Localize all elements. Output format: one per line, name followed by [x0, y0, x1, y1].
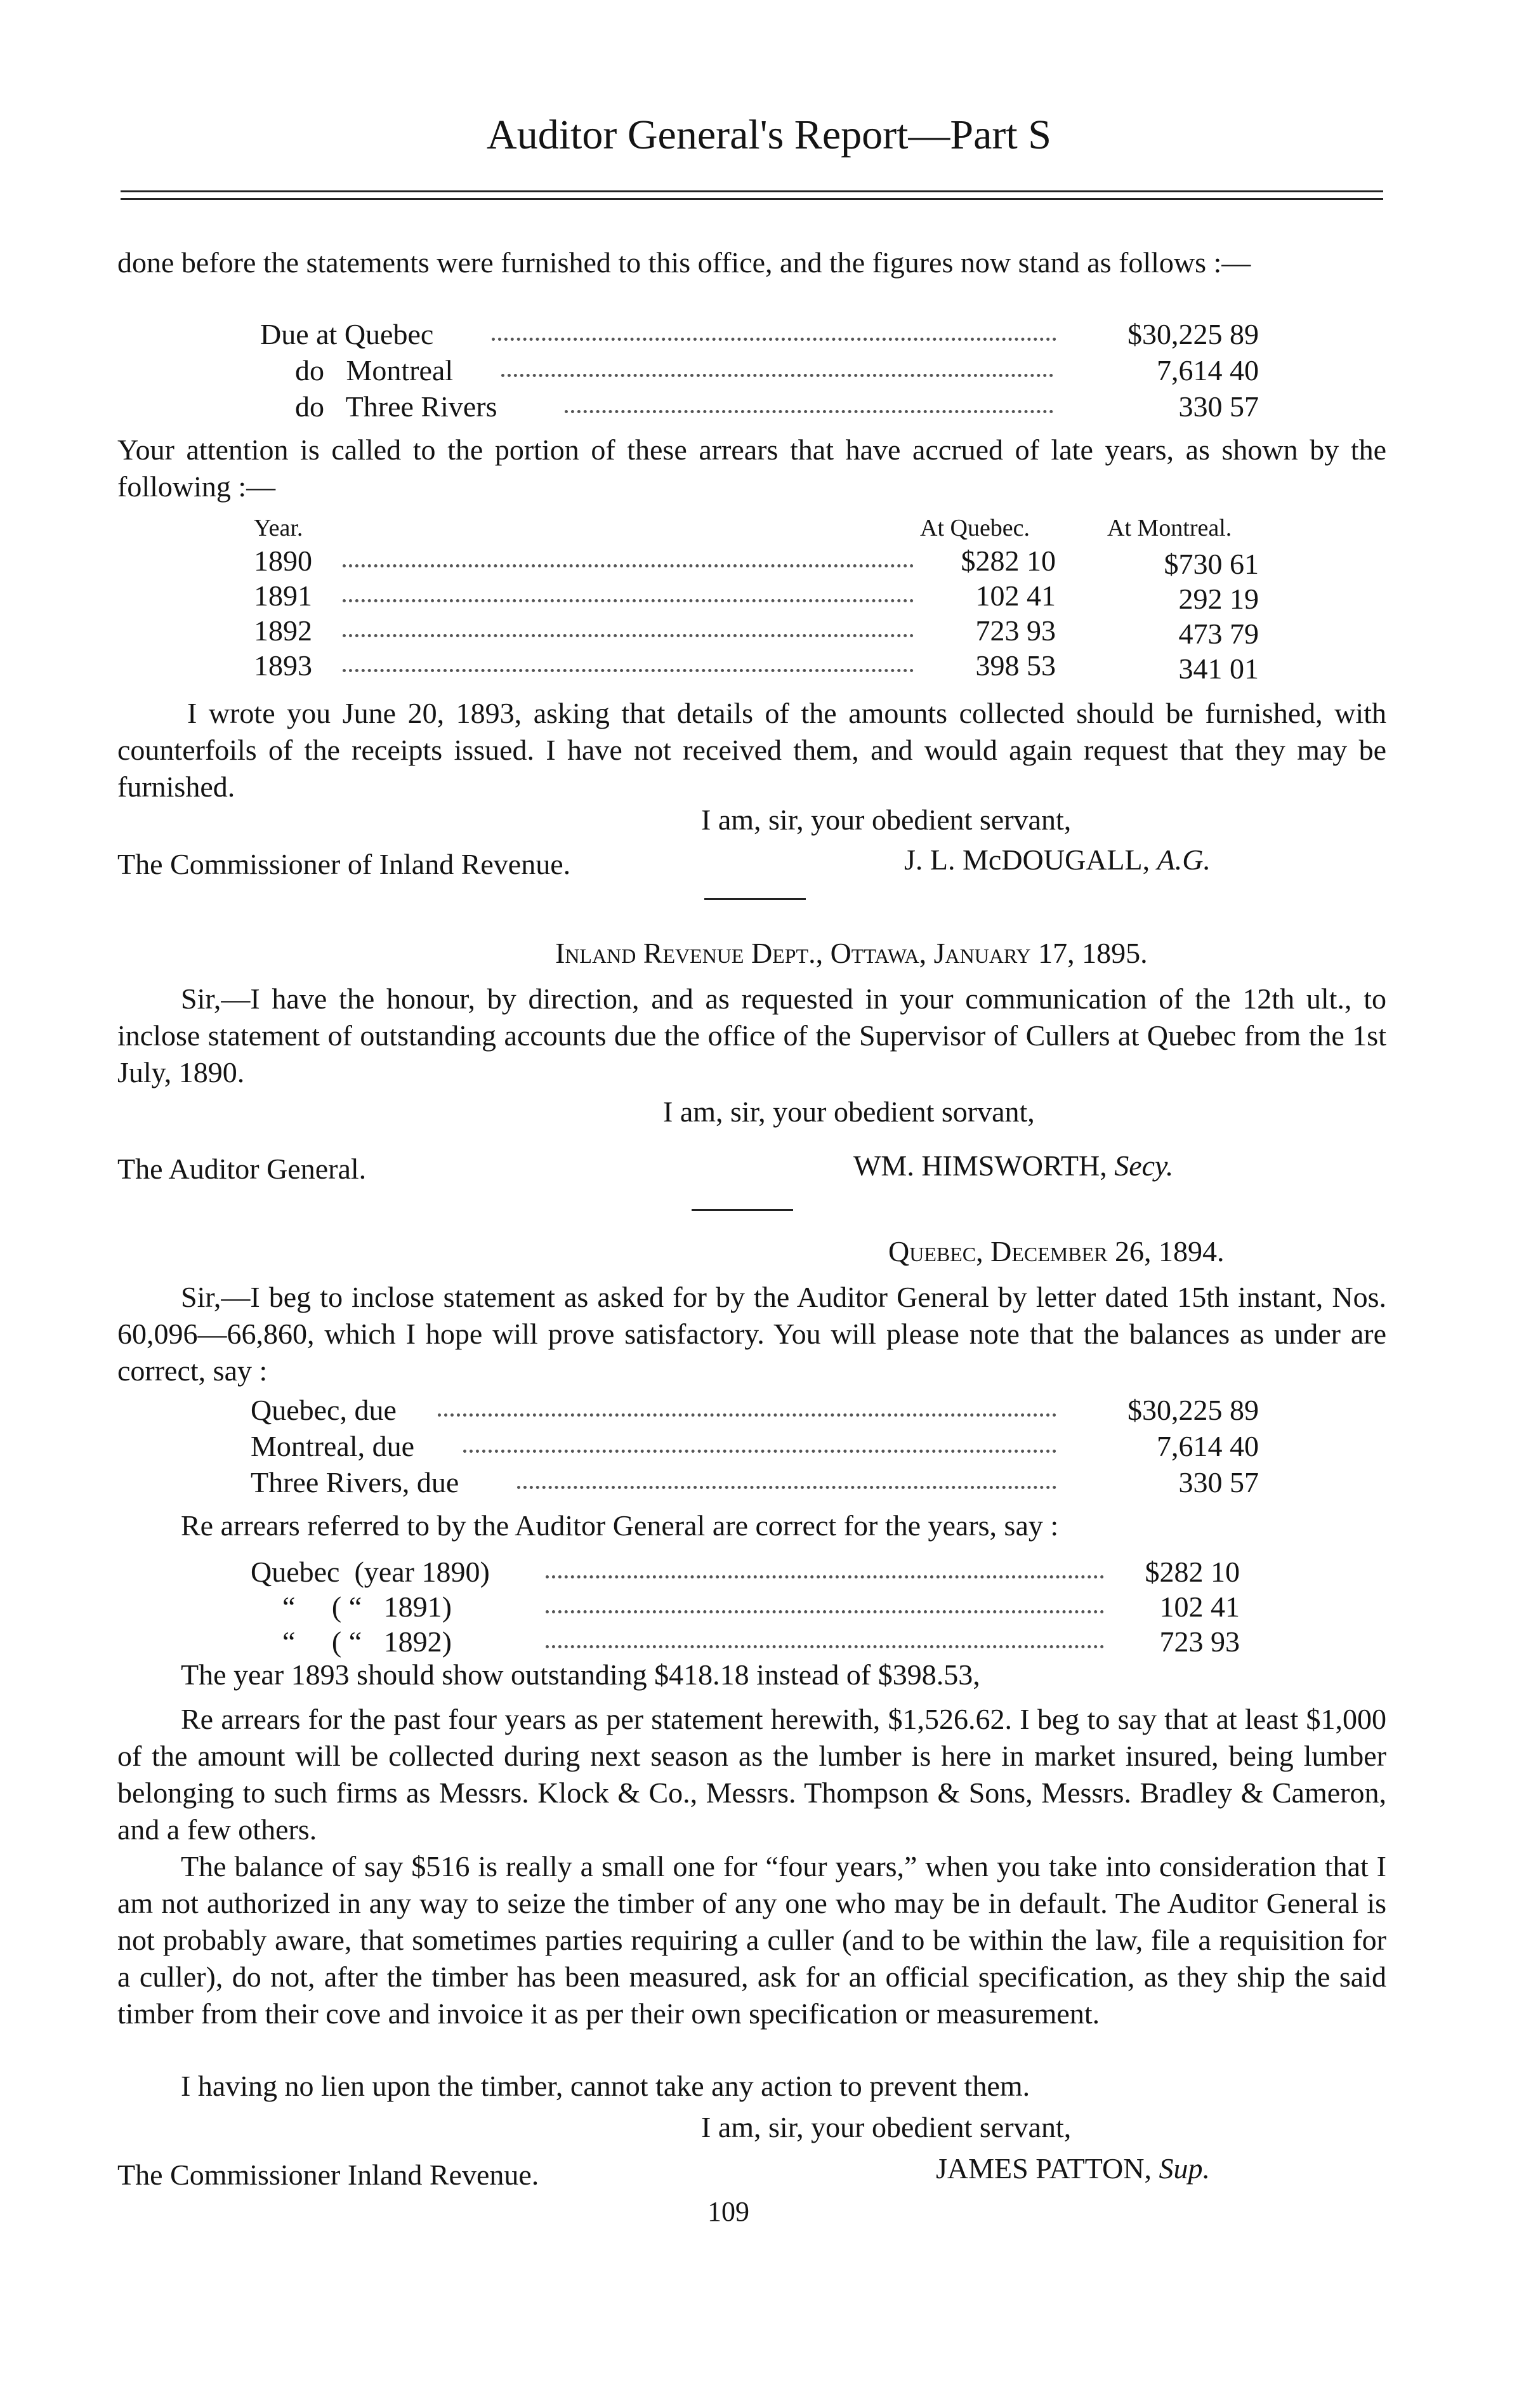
balance-amount: 7,614 40: [1157, 1430, 1259, 1462]
year-amount: 723 93: [1159, 1625, 1240, 1658]
table-row-year: 1892: [254, 614, 312, 647]
table-cell-montreal: $730 61: [1164, 548, 1259, 580]
letter1-intro: done before the statements were furnished to this office, and the figures now stand as follows :—: [117, 246, 1251, 279]
table-cell-quebec: $282 10: [961, 545, 1056, 577]
leader-dots: [492, 331, 1056, 341]
table-cell-quebec: 398 53: [975, 649, 1056, 682]
letter3-year-note: The year 1893 should show outstanding $418.18 instead of $398.53,: [181, 1658, 980, 1691]
due-amount: 7,614 40: [1157, 354, 1259, 387]
leader-dots: [343, 558, 914, 567]
leader-dots: [517, 1479, 1056, 1489]
letter3-re-arrears: Re arrears referred to by the Auditor General are correct for the years, say :: [181, 1509, 1059, 1542]
letter3-para1: Re arrears for the past four years as per statement herewith, $1,526.62. I beg to say that at least $1,000 of the amount will be collected during next season as the lumber is here in market insured, being lumber belonging to such firms as Messrs. Klock & Co., Messrs. Thompson & Sons, Messrs. Bradley & Cameron, and a few others.: [117, 1703, 1386, 1846]
letter2-body: Sir,—I have the honour, by direction, and as requested in your communication of the 12th ult., to inclose statement of outstanding accounts due the office of the Supervisor of Cullers at Quebec from the 1st July, 1890.: [117, 982, 1386, 1088]
letter3-para3: I having no lien upon the timber, cannot take any action to prevent them.: [181, 2070, 1030, 2102]
letter1-attention: Your attention is called to the portion of these arrears that have accrued of late years, as shown by the following :—: [117, 433, 1386, 503]
letter3-signature: JAMES PATTON,: [936, 2152, 1152, 2185]
leader-dots: [343, 663, 914, 672]
letter1-signature: J. L. McDOUGALL,: [904, 843, 1150, 876]
due-amount: 330 57: [1178, 390, 1259, 423]
year-label: Quebec (year 1890): [251, 1556, 490, 1588]
letter1-addressee: The Commissioner of Inland Revenue.: [117, 848, 571, 880]
leader-dots: [343, 628, 914, 637]
due-label: do Montreal: [295, 354, 454, 387]
letter3-para2: The balance of say $516 is really a small one for “four years,” when you take into consideration that I am not authorized in any way to seize the timber of any one who may be in default. The Auditor General is not probably aware, that sometimes parties requiring a culler (and to be within the law, file a requisition for a culler), do not, after the timber has been measured, ask for an official specification, as they ship the said timber from their cove and invoice it as per their own specification or measurement.: [117, 1850, 1386, 2030]
table-cell-quebec: 723 93: [975, 614, 1056, 647]
leader-dots: [546, 1604, 1104, 1613]
balance-amount: $30,225 89: [1127, 1394, 1259, 1426]
col-header-montreal: At Montreal.: [1107, 515, 1232, 541]
header-rule: [121, 190, 1383, 192]
table-row-year: 1890: [254, 545, 312, 577]
letter3-closing: I am, sir, your obedient servant,: [701, 2111, 1072, 2143]
section-divider: [704, 898, 806, 900]
leader-dots: [565, 404, 1053, 413]
header-rule-double: [121, 198, 1383, 200]
letter3-addressee: The Commissioner Inland Revenue.: [117, 2159, 539, 2191]
col-header-quebec: At Quebec.: [920, 515, 1030, 541]
page-header-title: Auditor General's Report—Part S: [487, 112, 1051, 158]
year-label: “ ( “ 1892): [282, 1625, 452, 1658]
balance-label: Quebec, due: [251, 1394, 397, 1426]
due-label: Due at Quebec: [260, 318, 434, 350]
table-cell-montreal: 292 19: [1178, 583, 1259, 615]
letter3-dateline: Quebec, December 26, 1894.: [888, 1235, 1225, 1267]
letter3-signature-title: Sup.: [1159, 2152, 1210, 2185]
col-header-year: Year.: [254, 515, 303, 541]
year-label: “ ( “ 1891): [282, 1591, 452, 1623]
table-row-year: 1891: [254, 579, 312, 612]
letter2-closing: I am, sir, your obedient sorvant,: [663, 1095, 1035, 1128]
leader-dots: [438, 1407, 1056, 1417]
year-amount: 102 41: [1159, 1591, 1240, 1623]
letter2-signature: WM. HIMSWORTH,: [853, 1149, 1107, 1182]
leader-dots: [546, 1569, 1104, 1578]
letter2-signature-title: Secy.: [1114, 1149, 1174, 1182]
balance-label: Montreal, due: [251, 1430, 415, 1462]
letter2-addressee: The Auditor General.: [117, 1153, 367, 1185]
leader-dots: [546, 1639, 1104, 1648]
section-divider: [692, 1209, 793, 1211]
table-cell-montreal: 473 79: [1178, 618, 1259, 650]
table-cell-montreal: 341 01: [1178, 652, 1259, 685]
balance-label: Three Rivers, due: [251, 1466, 459, 1498]
letter3-body: Sir,—I beg to inclose statement as asked for by the Auditor General by letter dated 15th instant, Nos. 60,096—66,860, which I hope will prove satisfactory. You will please note that the balances as under are correct, say :: [117, 1281, 1386, 1387]
balance-amount: 330 57: [1178, 1466, 1259, 1498]
table-row-year: 1893: [254, 649, 312, 682]
leader-dots: [463, 1443, 1056, 1453]
due-amount: $30,225 89: [1127, 318, 1259, 350]
leader-dots: [343, 593, 914, 602]
due-label: do Three Rivers: [295, 390, 497, 423]
letter1-signature-title: A.G.: [1157, 843, 1211, 876]
letter1-body: I wrote you June 20, 1893, asking that details of the amounts collected should be furnished, with counterfoils of the receipts issued. I have not received them, and would again request that they may be furnished.: [117, 697, 1386, 803]
table-cell-quebec: 102 41: [975, 579, 1056, 612]
year-amount: $282 10: [1145, 1556, 1240, 1588]
letter2-dateline: Inland Revenue Dept., Ottawa, January 17, 1895.: [555, 937, 1148, 969]
letter1-closing: I am, sir, your obedient servant,: [701, 804, 1072, 836]
page-number: 109: [707, 2196, 749, 2227]
leader-dots: [501, 367, 1053, 377]
